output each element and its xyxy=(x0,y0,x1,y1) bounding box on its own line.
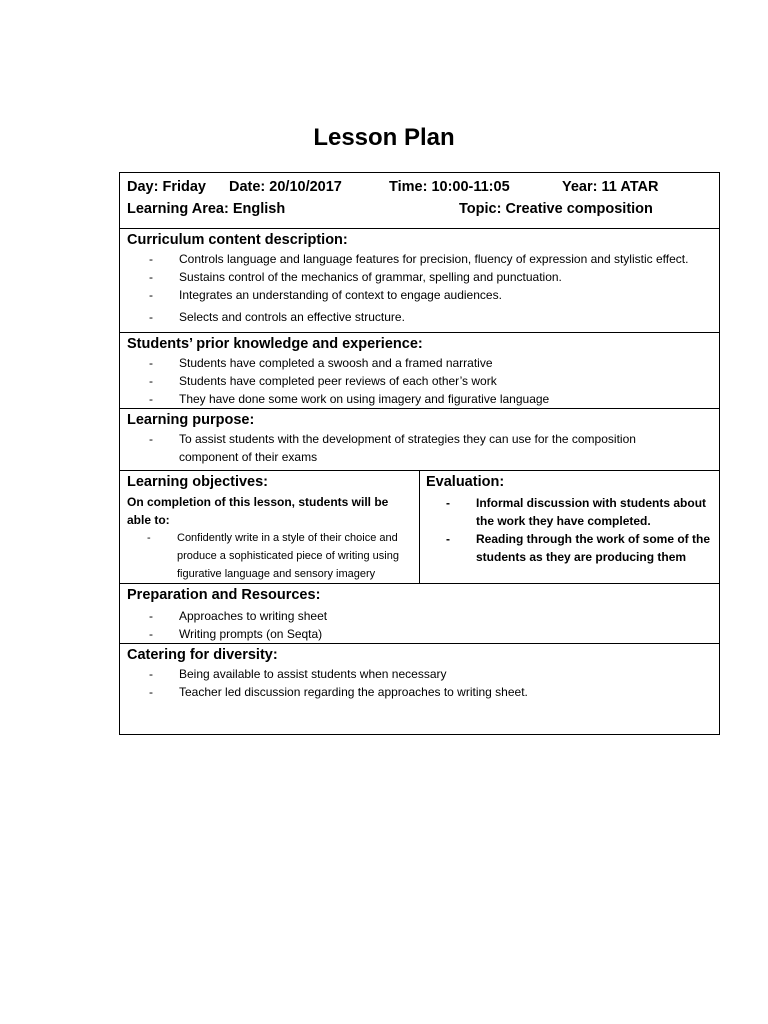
list-item xyxy=(149,683,713,701)
prior-knowledge-heading: Students’ prior knowledge and experience: xyxy=(127,336,423,352)
time-field: Time: 10:00-11:05 xyxy=(389,179,510,195)
bullet-dash: - xyxy=(147,532,151,544)
list-item-text: Confidently write in a style of their choice and produce a sophisticated piece of writing using figurative language and sensory imagery xyxy=(177,532,399,580)
prior-knowledge-list xyxy=(127,354,713,408)
list-item xyxy=(149,430,649,466)
year-field: Year: 11 ATAR xyxy=(562,179,659,195)
list-item-text: Controls language and language features for precision, fluency of expression and stylistic effect. xyxy=(179,252,689,266)
evaluation-heading: Evaluation: xyxy=(426,474,505,490)
curriculum-section xyxy=(120,229,719,333)
list-item-text: Integrates an understanding of context to engage audiences. xyxy=(179,288,502,302)
bullet-dash: - xyxy=(149,627,153,641)
list-item-text: To assist students with the development of strategies they can use for the composition component of their exams xyxy=(179,432,636,464)
bullet-dash: - xyxy=(149,392,153,406)
evaluation-list xyxy=(426,494,713,566)
learning-area-field: Learning Area: English xyxy=(127,201,286,217)
bullet-dash: - xyxy=(149,356,153,370)
learning-purpose-section xyxy=(120,409,719,471)
list-item xyxy=(149,372,713,390)
page-title: Lesson Plan xyxy=(313,124,455,151)
bullet-dash: - xyxy=(149,667,153,681)
list-item-text: They have done some work on using imagery and figurative language xyxy=(179,392,550,406)
topic-field: Topic: Creative composition xyxy=(459,201,653,217)
bullet-dash: - xyxy=(446,496,450,510)
learning-objectives-heading: Learning objectives: xyxy=(127,474,269,490)
list-item xyxy=(149,607,713,625)
prior-knowledge-section xyxy=(120,333,719,409)
list-item-text: Selects and controls an effective structure. xyxy=(179,310,405,324)
objectives-intro: On completion of this lesson, students will be able to: xyxy=(127,495,389,527)
list-item-text: Being available to assist students when necessary xyxy=(179,667,447,681)
bullet-dash: - xyxy=(149,310,153,324)
list-item-text: Students have completed peer reviews of each other’s work xyxy=(179,374,497,388)
list-item-text: Teacher led discussion regarding the approaches to writing sheet. xyxy=(179,685,528,699)
list-item xyxy=(149,250,713,268)
list-item xyxy=(147,529,413,583)
evaluation-cell xyxy=(420,471,719,583)
day-field: Day: Friday xyxy=(127,179,206,195)
bullet-dash: - xyxy=(446,532,450,546)
learning-objectives-cell xyxy=(120,471,420,583)
objectives-evaluation-section xyxy=(120,471,719,584)
resources-section xyxy=(120,584,719,644)
bullet-dash: - xyxy=(149,270,153,284)
list-item xyxy=(149,286,713,304)
list-item-text: Sustains control of the mechanics of grammar, spelling and punctuation. xyxy=(179,270,562,284)
bullet-dash: - xyxy=(149,374,153,388)
list-item-text: Informal discussion with students about the work they have completed. xyxy=(476,496,707,528)
diversity-section xyxy=(120,644,719,734)
diversity-heading: Catering for diversity: xyxy=(127,647,278,663)
date-field: Date: 20/10/2017 xyxy=(229,179,342,195)
list-item xyxy=(149,390,713,408)
bullet-dash: - xyxy=(149,432,153,446)
list-item xyxy=(446,494,713,530)
resources-list xyxy=(127,607,713,643)
bullet-dash: - xyxy=(149,252,153,266)
resources-heading: Preparation and Resources: xyxy=(127,587,321,603)
lesson-plan-table xyxy=(119,172,720,735)
list-item xyxy=(446,530,713,566)
diversity-list xyxy=(127,665,713,701)
header-section xyxy=(120,173,719,229)
learning-purpose-heading: Learning purpose: xyxy=(127,412,255,428)
bullet-dash: - xyxy=(149,288,153,302)
header-row-2 xyxy=(127,198,713,220)
list-item xyxy=(149,308,713,326)
learning-objectives-list xyxy=(127,529,413,583)
bullet-dash: - xyxy=(149,685,153,699)
curriculum-heading: Curriculum content description: xyxy=(127,232,348,248)
bullet-dash: - xyxy=(149,609,153,623)
list-item xyxy=(149,665,713,683)
list-item xyxy=(149,354,713,372)
list-item-text: Reading through the work of some of the students as they are producing them xyxy=(476,532,710,564)
list-item-text: Writing prompts (on Seqta) xyxy=(179,627,323,641)
curriculum-list xyxy=(127,250,713,326)
header-row-1 xyxy=(127,176,713,198)
list-item-text: Students have completed a swoosh and a framed narrative xyxy=(179,356,493,370)
learning-purpose-list xyxy=(127,430,649,466)
list-item xyxy=(149,268,713,286)
list-item xyxy=(149,625,713,643)
list-item-text: Approaches to writing sheet xyxy=(179,609,328,623)
